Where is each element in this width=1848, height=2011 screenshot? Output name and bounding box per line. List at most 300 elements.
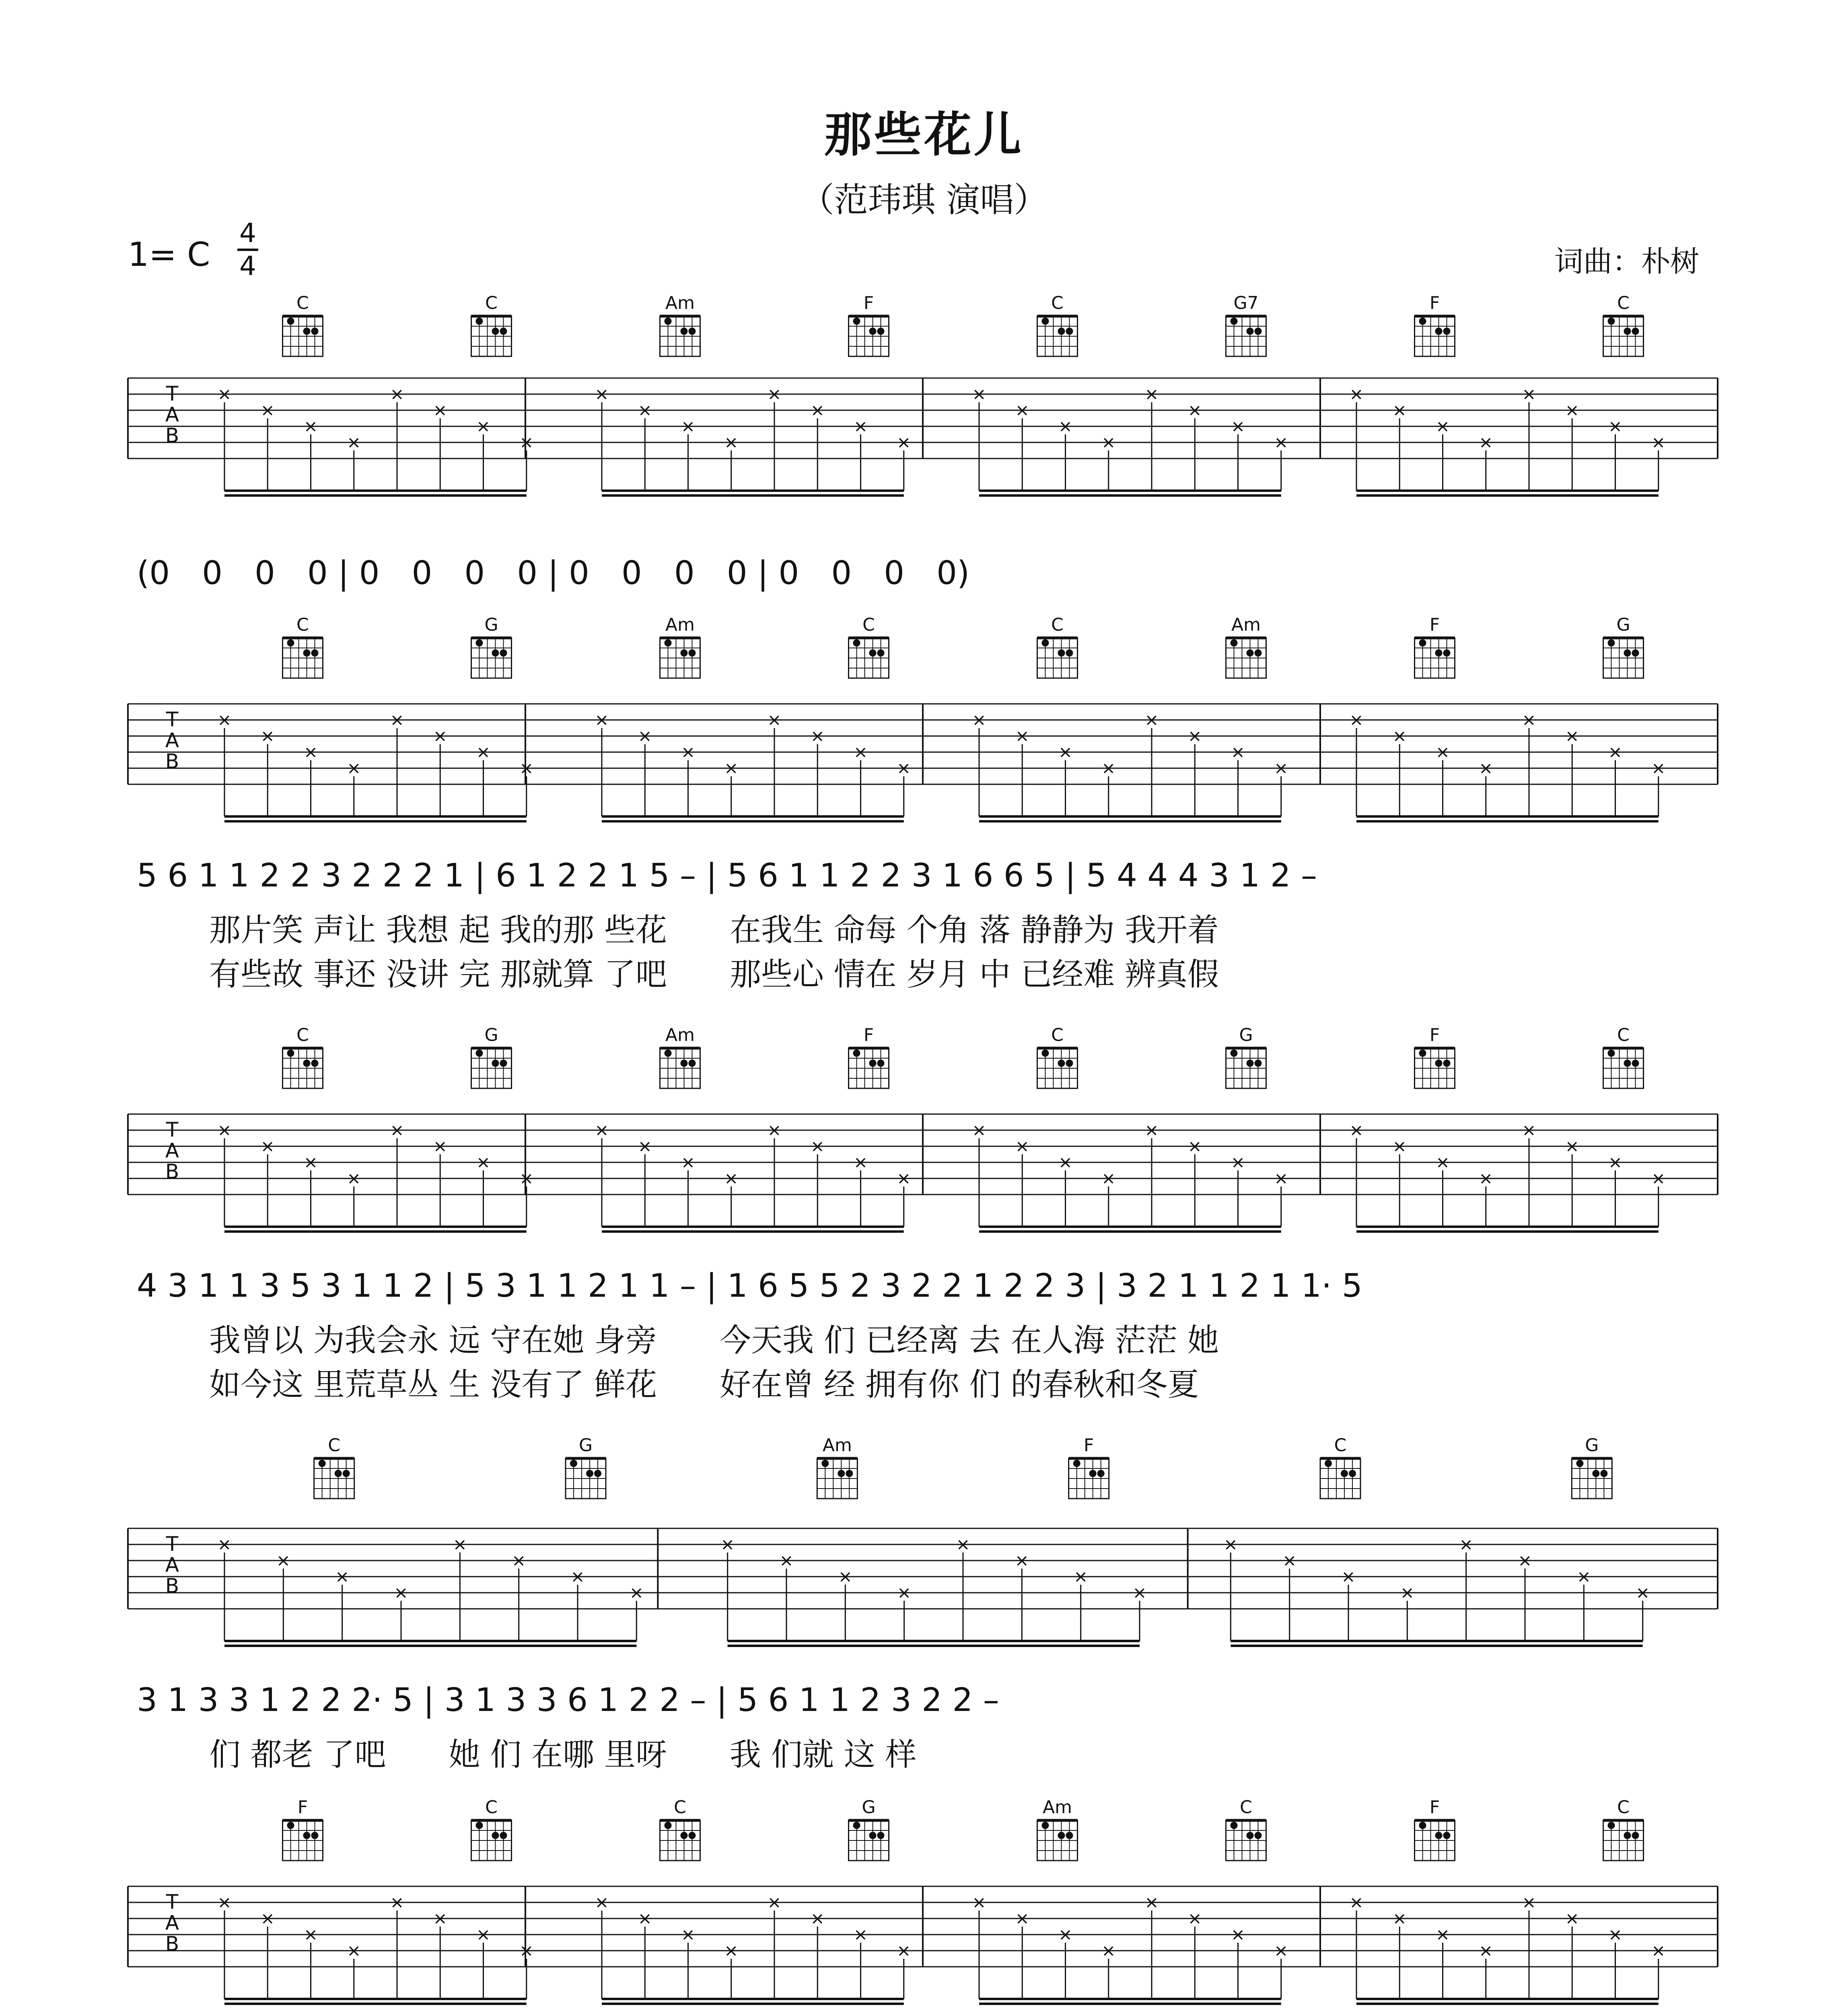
strum-mark: × xyxy=(1101,1941,1116,1960)
strum-mark: × xyxy=(1565,1136,1579,1156)
finger-dot xyxy=(303,650,311,657)
finger-dot xyxy=(1632,1832,1639,1839)
strum-mark: × xyxy=(1479,432,1493,452)
finger-dot xyxy=(492,1060,499,1067)
song-title: 那些花儿 xyxy=(824,107,1024,162)
tab-label-letter: A xyxy=(165,403,179,426)
strum-mark: × xyxy=(1576,1567,1591,1586)
finger-dot xyxy=(311,1060,319,1067)
finger-dot xyxy=(665,1050,672,1057)
finger-dot xyxy=(1435,1832,1443,1839)
strum-mark: × xyxy=(1522,384,1536,404)
chord-name: G xyxy=(578,1435,593,1456)
finger-dot xyxy=(1624,1060,1631,1067)
chord-name: C xyxy=(485,1797,498,1818)
finger-dot xyxy=(570,1460,577,1467)
chord-diagram xyxy=(1037,1797,1078,1861)
finger-dot xyxy=(1255,1060,1262,1067)
chord-name: C xyxy=(1051,615,1064,635)
finger-dot xyxy=(846,1470,853,1477)
strum-mark: × xyxy=(303,416,318,436)
strum-mark: × xyxy=(1341,1567,1356,1586)
strum-mark: × xyxy=(1074,1567,1088,1586)
strum-mark: × xyxy=(810,726,825,746)
tab-label-letter: B xyxy=(165,1932,179,1955)
chord-name: G xyxy=(484,1025,498,1045)
time-signature-top: 4 xyxy=(239,218,256,249)
strum-mark: × xyxy=(1392,726,1407,746)
strum-mark: × xyxy=(433,726,447,746)
strum-mark: × xyxy=(1651,758,1666,778)
chord-name: C xyxy=(1617,1797,1630,1818)
strum-mark: × xyxy=(1015,1908,1029,1928)
strum-mark: × xyxy=(433,400,447,420)
finger-dot xyxy=(1247,1060,1254,1067)
finger-dot xyxy=(1443,1832,1451,1839)
strum-mark: × xyxy=(897,1941,911,1960)
strum-mark: × xyxy=(1187,400,1202,420)
chord-name: C xyxy=(1617,1025,1630,1045)
system-graphics xyxy=(0,1797,1848,2011)
finger-dot xyxy=(1255,650,1262,657)
strum-mark: × xyxy=(1522,1120,1536,1140)
chord-diagram xyxy=(1415,1025,1455,1088)
jianpu-line: 5 6 1 1 2 2 3 2 2 2 1 | 6 1 2 2 1 5 – | 5 6 1 1 2 2 3 1 6 6 5 | 5 4 4 4 3 1 2 – xyxy=(137,857,1317,894)
strum-mark: × xyxy=(1058,416,1073,436)
finger-dot xyxy=(1419,1822,1426,1829)
strum-mark: × xyxy=(972,384,986,404)
finger-dot xyxy=(1089,1470,1097,1477)
chord-name: G xyxy=(1239,1025,1253,1045)
strum-mark: × xyxy=(1349,710,1364,730)
strum-mark: × xyxy=(1565,400,1579,420)
finger-dot xyxy=(1341,1470,1348,1477)
strum-mark: × xyxy=(1479,1168,1493,1188)
strum-mark: × xyxy=(217,384,232,404)
chord-diagram xyxy=(849,615,889,678)
score-system xyxy=(0,1797,1848,2011)
strum-mark: × xyxy=(276,1550,290,1570)
strum-mark: × xyxy=(476,416,491,436)
finger-dot xyxy=(665,318,672,325)
chord-name: C xyxy=(296,615,309,635)
chord-diagram xyxy=(566,1435,606,1499)
finger-dot xyxy=(1231,1050,1238,1057)
chord-diagram xyxy=(471,1025,512,1088)
tab-label-letter: A xyxy=(165,1553,179,1577)
strum-mark: × xyxy=(638,1136,652,1156)
finger-dot xyxy=(500,650,507,657)
strum-mark: × xyxy=(217,1892,232,1912)
strum-mark: × xyxy=(390,710,404,730)
chord-diagram xyxy=(471,615,512,678)
chord-name: Am xyxy=(822,1435,852,1456)
finger-dot xyxy=(319,1460,326,1467)
strum-mark: × xyxy=(681,1152,696,1172)
finger-dot xyxy=(1042,1822,1049,1829)
chord-name: F xyxy=(1084,1435,1094,1456)
finger-dot xyxy=(343,1470,350,1477)
strum-mark: × xyxy=(1223,1534,1238,1554)
chord-name: F xyxy=(1429,1797,1440,1818)
finger-dot xyxy=(1073,1460,1080,1467)
strum-mark: × xyxy=(519,432,534,452)
strum-mark: × xyxy=(720,1534,735,1554)
strum-mark: × xyxy=(595,1120,609,1140)
strum-mark: × xyxy=(1015,1550,1029,1570)
strum-mark: × xyxy=(1518,1550,1532,1570)
finger-dot xyxy=(287,1050,294,1057)
finger-dot xyxy=(1608,1822,1615,1829)
strum-mark: × xyxy=(1392,1136,1407,1156)
strum-mark: × xyxy=(1651,1168,1666,1188)
tab-label-letter: T xyxy=(166,382,179,405)
chord-name: C xyxy=(296,1025,309,1045)
song-subtitle: （范玮琪 演唱） xyxy=(800,180,1048,220)
strum-mark: × xyxy=(724,758,739,778)
finger-dot xyxy=(1066,1832,1073,1839)
strum-mark: × xyxy=(767,1120,782,1140)
finger-dot xyxy=(303,1060,311,1067)
strum-mark: × xyxy=(1231,1152,1245,1172)
chord-diagram xyxy=(660,1025,700,1088)
finger-dot xyxy=(665,639,672,647)
chord-name: Am xyxy=(665,293,695,313)
tab-label-letter: T xyxy=(166,1890,179,1914)
strum-mark: × xyxy=(972,710,986,730)
finger-dot xyxy=(500,1832,507,1839)
strum-mark: × xyxy=(1101,1168,1116,1188)
strum-mark: × xyxy=(629,1583,644,1602)
finger-dot xyxy=(1066,328,1073,335)
finger-dot xyxy=(476,639,483,647)
chord-diagram xyxy=(1069,1435,1109,1499)
finger-dot xyxy=(1443,328,1451,335)
chord-diagram xyxy=(1226,1797,1266,1861)
tab-label-letter: A xyxy=(165,729,179,752)
strum-mark: × xyxy=(347,758,361,778)
finger-dot xyxy=(1255,328,1262,335)
strum-mark: × xyxy=(260,1908,275,1928)
strum-mark: × xyxy=(260,726,275,746)
strum-mark: × xyxy=(1522,710,1536,730)
strum-mark: × xyxy=(217,710,232,730)
chord-name: G xyxy=(1616,615,1630,635)
time-signature xyxy=(236,219,260,281)
strum-mark: × xyxy=(1608,1152,1623,1172)
chord-diagram xyxy=(1603,1797,1644,1861)
key-signature: 1= C xyxy=(128,236,210,274)
strum-mark: × xyxy=(1015,400,1029,420)
strum-mark: × xyxy=(1435,742,1450,762)
strum-mark: × xyxy=(724,1168,739,1188)
chord-name: Am xyxy=(665,1025,695,1045)
finger-dot xyxy=(1608,639,1615,647)
strum-mark: × xyxy=(897,1168,911,1188)
tab-label-letter: B xyxy=(165,1160,179,1183)
lyric-line: 有些故 事还 没讲 完 那就算 了吧 那些心 情在 岁月 中 已经难 辨真假 xyxy=(209,956,1219,993)
strum-mark: × xyxy=(570,1567,585,1586)
chord-diagram xyxy=(1603,293,1644,356)
finger-dot xyxy=(1608,318,1615,325)
finger-dot xyxy=(877,1060,885,1067)
strum-mark: × xyxy=(1058,742,1073,762)
chord-diagram xyxy=(283,293,323,356)
strum-mark: × xyxy=(1651,432,1666,452)
chord-name: F xyxy=(863,1025,874,1045)
finger-dot xyxy=(1247,328,1254,335)
strum-mark: × xyxy=(897,432,911,452)
finger-dot xyxy=(492,328,499,335)
strum-mark: × xyxy=(453,1534,467,1554)
score-system xyxy=(0,1435,1848,1786)
chord-diagram xyxy=(283,1025,323,1088)
finger-dot xyxy=(1097,1470,1105,1477)
strum-mark: × xyxy=(1144,1892,1159,1912)
chord-name: G xyxy=(862,1797,876,1818)
finger-dot xyxy=(877,328,885,335)
strum-mark: × xyxy=(260,400,275,420)
finger-dot xyxy=(500,328,507,335)
finger-dot xyxy=(492,650,499,657)
chord-diagram xyxy=(660,293,700,356)
tab-label-letter: A xyxy=(165,1139,179,1162)
strum-mark: × xyxy=(1101,758,1116,778)
strum-mark: × xyxy=(433,1136,447,1156)
strum-mark: × xyxy=(303,1152,318,1172)
strum-mark: × xyxy=(1435,1152,1450,1172)
chord-diagram xyxy=(283,1797,323,1861)
strum-mark: × xyxy=(394,1583,408,1602)
strum-mark: × xyxy=(681,1925,696,1944)
strum-mark: × xyxy=(1392,1908,1407,1928)
lyric-line: 那片笑 声让 我想 起 我的那 些花 在我生 命每 个角 落 静静为 我开着 xyxy=(209,912,1219,948)
finger-dot xyxy=(311,650,319,657)
lyric-line: 如今这 里荒草丛 生 没有了 鲜花 好在曾 经 拥有你 们 的春秋和冬夏 xyxy=(209,1367,1199,1403)
finger-dot xyxy=(492,1832,499,1839)
score-system xyxy=(0,615,1848,1006)
strum-mark: × xyxy=(1187,726,1202,746)
finger-dot xyxy=(1632,328,1639,335)
finger-dot xyxy=(1325,1460,1332,1467)
finger-dot xyxy=(1231,639,1238,647)
strum-mark: × xyxy=(595,384,609,404)
finger-dot xyxy=(287,318,294,325)
chord-name: F xyxy=(863,293,874,313)
chord-diagram xyxy=(849,1025,889,1088)
strum-mark: × xyxy=(433,1908,447,1928)
finger-dot xyxy=(287,1822,294,1829)
tab-label-letter: T xyxy=(166,1118,179,1141)
strum-mark: × xyxy=(519,1941,534,1960)
strum-mark: × xyxy=(853,1925,868,1944)
strum-mark: × xyxy=(1058,1152,1073,1172)
chord-diagram xyxy=(1572,1435,1612,1499)
finger-dot xyxy=(877,650,885,657)
finger-dot xyxy=(1435,650,1443,657)
tab-label-letter: B xyxy=(165,424,179,447)
finger-dot xyxy=(665,1822,672,1829)
strum-mark: × xyxy=(1015,1136,1029,1156)
finger-dot xyxy=(1247,650,1254,657)
strum-mark: × xyxy=(476,1925,491,1944)
jianpu-line: 4 3 1 1 3 5 3 1 1 2 | 5 3 1 1 2 1 1 – | 1 6 5 5 2 3 2 2 1 2 2 3 | 3 2 1 1 2 1 1· 5 xyxy=(137,1267,1362,1304)
strum-mark: × xyxy=(1132,1583,1147,1602)
chord-diagram xyxy=(849,293,889,356)
finger-dot xyxy=(689,1060,696,1067)
chord-diagram xyxy=(660,615,700,678)
strum-mark: × xyxy=(1479,1941,1493,1960)
finger-dot xyxy=(1576,1460,1583,1467)
strum-mark: × xyxy=(1459,1534,1473,1554)
chord-name: F xyxy=(1429,615,1440,635)
finger-dot xyxy=(1042,639,1049,647)
strum-mark: × xyxy=(810,1136,825,1156)
tab-staff xyxy=(128,1886,1718,2004)
finger-dot xyxy=(311,1832,319,1839)
finger-dot xyxy=(1231,318,1238,325)
chord-name: C xyxy=(1051,1025,1064,1045)
strum-mark: × xyxy=(390,1120,404,1140)
tab-label-letter: B xyxy=(165,750,179,773)
strum-mark: × xyxy=(1144,1120,1159,1140)
strum-mark: × xyxy=(1636,1583,1650,1602)
finger-dot xyxy=(689,650,696,657)
time-signature-bottom: 4 xyxy=(239,251,256,282)
score-system xyxy=(0,1025,1848,1416)
finger-dot xyxy=(586,1470,593,1477)
chord-diagram xyxy=(660,1797,700,1861)
strum-mark: × xyxy=(767,710,782,730)
finger-dot xyxy=(681,1832,688,1839)
finger-dot xyxy=(681,328,688,335)
strum-mark: × xyxy=(217,1534,232,1554)
chord-diagram xyxy=(1226,615,1266,678)
tab-label-letter: B xyxy=(165,1574,179,1598)
finger-dot xyxy=(476,1822,483,1829)
strum-mark: × xyxy=(1101,432,1116,452)
finger-dot xyxy=(877,1832,885,1839)
tab-staff xyxy=(128,378,1718,496)
chord-diagram xyxy=(1037,615,1078,678)
jianpu-line: (0 0 0 0 | 0 0 0 0 | 0 0 0 0 | 0 0 0 0) xyxy=(137,554,970,592)
strum-mark: × xyxy=(1608,1925,1623,1944)
strum-mark: × xyxy=(260,1136,275,1156)
strum-mark: × xyxy=(853,742,868,762)
strum-mark: × xyxy=(1349,1892,1364,1912)
strum-mark: × xyxy=(724,432,739,452)
finger-dot xyxy=(1419,318,1426,325)
finger-dot xyxy=(853,318,860,325)
finger-dot xyxy=(1632,1060,1639,1067)
finger-dot xyxy=(476,318,483,325)
chord-name: Am xyxy=(1043,1797,1072,1818)
chord-diagram xyxy=(1037,1025,1078,1088)
strum-mark: × xyxy=(390,384,404,404)
finger-dot xyxy=(1058,1060,1065,1067)
finger-dot xyxy=(1608,1050,1615,1057)
chord-diagram xyxy=(849,1797,889,1861)
chord-diagram xyxy=(283,615,323,678)
finger-dot xyxy=(287,639,294,647)
finger-dot xyxy=(689,328,696,335)
finger-dot xyxy=(1349,1470,1356,1477)
finger-dot xyxy=(1066,1060,1073,1067)
finger-dot xyxy=(853,1822,860,1829)
strum-mark: × xyxy=(476,1152,491,1172)
finger-dot xyxy=(1592,1470,1599,1477)
strum-mark: × xyxy=(1187,1136,1202,1156)
strum-mark: × xyxy=(1274,758,1288,778)
finger-dot xyxy=(1231,1822,1238,1829)
chord-diagram xyxy=(817,1435,857,1499)
strum-mark: × xyxy=(1651,1941,1666,1960)
strum-mark: × xyxy=(595,1892,609,1912)
chord-diagram xyxy=(1415,293,1455,356)
finger-dot xyxy=(869,328,877,335)
lyric-line: 们 都老 了吧 她 们 在哪 里呀 我 们就 这 样 xyxy=(209,1737,917,1773)
strum-mark: × xyxy=(1187,1908,1202,1928)
strum-mark: × xyxy=(1058,1925,1073,1944)
chord-name: Am xyxy=(665,615,695,635)
strum-mark: × xyxy=(1144,710,1159,730)
chord-name: C xyxy=(1617,293,1630,313)
finger-dot xyxy=(311,328,319,335)
strum-mark: × xyxy=(767,1892,782,1912)
strum-mark: × xyxy=(390,1892,404,1912)
finger-dot xyxy=(1058,650,1065,657)
strum-mark: × xyxy=(217,1120,232,1140)
strum-mark: × xyxy=(303,1925,318,1944)
strum-mark: × xyxy=(1349,1120,1364,1140)
strum-mark: × xyxy=(897,1583,912,1602)
chord-name: G xyxy=(1585,1435,1599,1456)
finger-dot xyxy=(1443,1060,1451,1067)
strum-mark: × xyxy=(767,384,782,404)
chord-name: C xyxy=(296,293,309,313)
chord-diagram xyxy=(1603,1025,1644,1088)
finger-dot xyxy=(1435,1060,1443,1067)
finger-dot xyxy=(1066,650,1073,657)
strum-mark: × xyxy=(810,1908,825,1928)
strum-mark: × xyxy=(853,416,868,436)
chord-name: G7 xyxy=(1233,293,1259,313)
finger-dot xyxy=(869,650,877,657)
chord-diagram xyxy=(314,1435,354,1499)
strum-mark: × xyxy=(1435,416,1450,436)
strum-mark: × xyxy=(519,1168,534,1188)
finger-dot xyxy=(1419,1050,1426,1057)
strum-mark: × xyxy=(1231,1925,1245,1944)
chord-name: C xyxy=(485,293,498,313)
finger-dot xyxy=(853,639,860,647)
finger-dot xyxy=(1435,328,1443,335)
chord-name: F xyxy=(297,1797,308,1818)
finger-dot xyxy=(1042,318,1049,325)
score-system xyxy=(0,293,1848,603)
finger-dot xyxy=(1042,1050,1049,1057)
strum-mark: × xyxy=(1608,416,1623,436)
strum-mark: × xyxy=(347,432,361,452)
strum-mark: × xyxy=(1231,416,1245,436)
strum-mark: × xyxy=(810,400,825,420)
finger-dot xyxy=(869,1060,877,1067)
chord-name: C xyxy=(862,615,875,635)
finger-dot xyxy=(869,1832,877,1839)
strum-mark: × xyxy=(638,726,652,746)
finger-dot xyxy=(1600,1470,1607,1477)
chord-name: C xyxy=(674,1797,686,1818)
